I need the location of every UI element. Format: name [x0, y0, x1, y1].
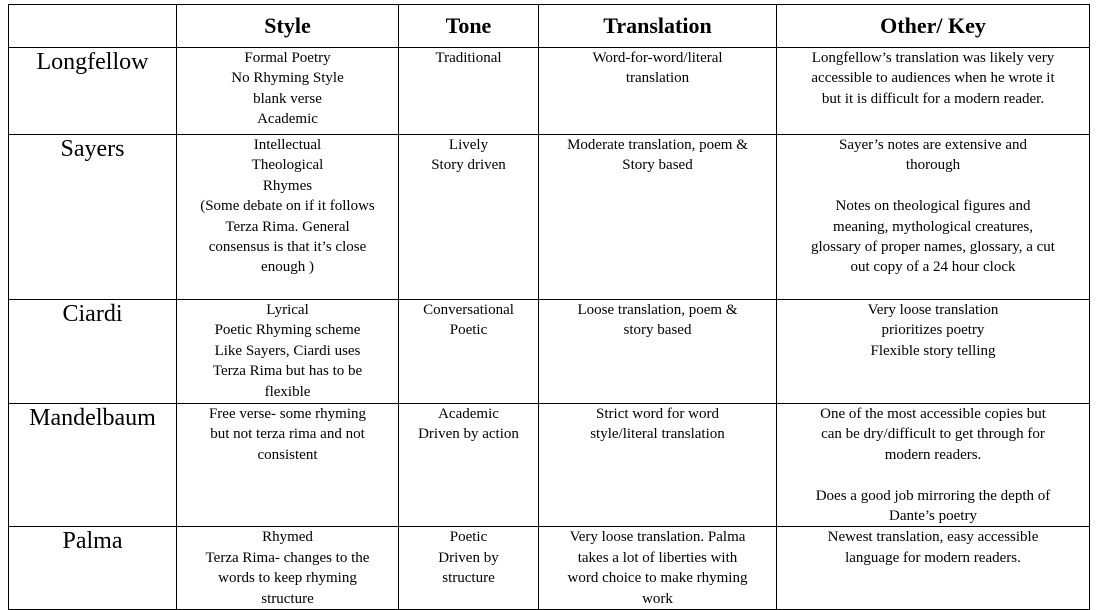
translation-cell: Very loose translation. Palma takes a lot of liberties with word choice to make rhyming work — [539, 527, 777, 610]
tone-cell: Poetic Driven by structure — [399, 527, 539, 610]
translator-name: Sayers — [9, 135, 177, 300]
other-key-cell: Sayer’s notes are extensive and thorough Notes on theological figures and meaning, mythological creatures, glossary of proper names, glossary, a cut out copy of a 24 hour clock — [777, 135, 1090, 300]
style-cell: Formal Poetry No Rhyming Style blank verse Academic — [177, 48, 399, 135]
style-cell: Intellectual Theological Rhymes (Some debate on if it follows Terza Rima. General consensus is that it’s close enough ) — [177, 135, 399, 300]
tone-cell: Conversational Poetic — [399, 300, 539, 404]
other-key-cell: Very loose translation prioritizes poetry Flexible story telling — [777, 300, 1090, 404]
translation-cell: Moderate translation, poem & Story based — [539, 135, 777, 300]
table-row — [9, 135, 1090, 300]
header-tone: Tone — [399, 5, 539, 48]
translation-cell: Loose translation, poem & story based — [539, 300, 777, 404]
style-cell: Rhymed Terza Rima- changes to the words to keep rhyming structure — [177, 527, 399, 610]
table-row — [9, 404, 1090, 527]
other-key-cell: One of the most accessible copies but can be dry/difficult to get through for modern readers. Does a good job mirroring the depth of Dante’s poetry — [777, 404, 1090, 527]
translator-name: Palma — [9, 527, 177, 610]
translator-name: Ciardi — [9, 300, 177, 404]
header-other-key: Other/ Key — [777, 5, 1090, 48]
header-empty — [9, 5, 177, 48]
table-row — [9, 527, 1090, 610]
translation-comparison-table — [8, 4, 1090, 610]
header-row — [9, 5, 1090, 48]
table-row — [9, 300, 1090, 404]
blank-line — [781, 176, 1085, 196]
translation-cell: Strict word for word style/literal translation — [539, 404, 777, 527]
translator-name: Longfellow — [9, 48, 177, 135]
table-row — [9, 48, 1090, 135]
blank-line — [781, 465, 1085, 485]
style-cell: Free verse- some rhyming but not terza rima and not consistent — [177, 404, 399, 527]
header-translation: Translation — [539, 5, 777, 48]
other-key-cell: Longfellow’s translation was likely very accessible to audiences when he wrote it but it is difficult for a modern reader. — [777, 48, 1090, 135]
other-key-cell: Newest translation, easy accessible language for modern readers. — [777, 527, 1090, 610]
tone-cell: Traditional — [399, 48, 539, 135]
style-cell: Lyrical Poetic Rhyming scheme Like Sayers, Ciardi uses Terza Rima but has to be flexible — [177, 300, 399, 404]
tone-cell: Lively Story driven — [399, 135, 539, 300]
header-style: Style — [177, 5, 399, 48]
translator-name: Mandelbaum — [9, 404, 177, 527]
translation-cell: Word-for-word/literal translation — [539, 48, 777, 135]
tone-cell: Academic Driven by action — [399, 404, 539, 527]
